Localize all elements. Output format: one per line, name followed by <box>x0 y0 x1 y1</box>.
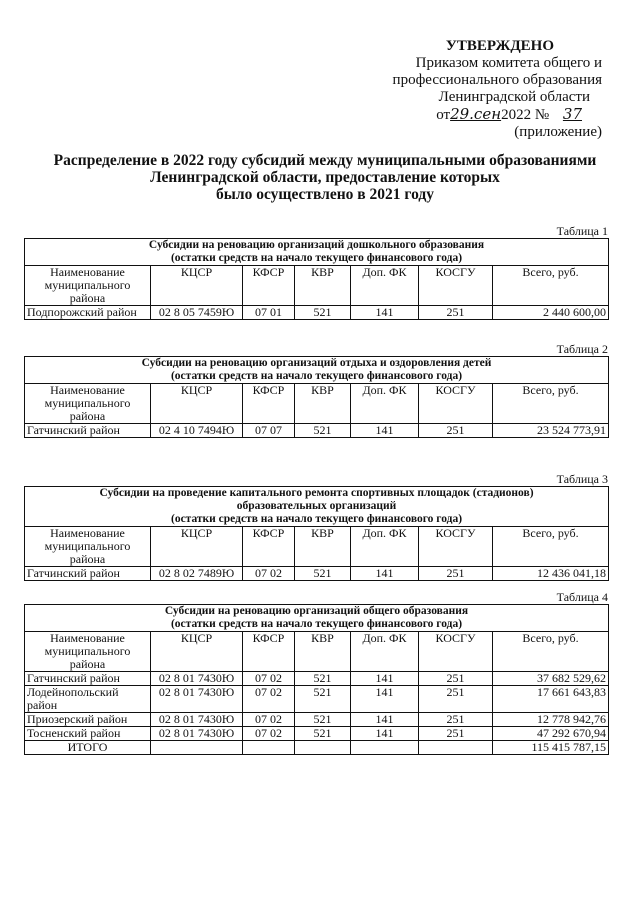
column-header: Доп. ФК <box>351 527 419 567</box>
column-header: Доп. ФК <box>351 384 419 424</box>
cell-kfsr: 07 02 <box>243 567 295 581</box>
table-caption: Субсидии на проведение капитального ремонта спортивных площадок (стадионов) <box>99 487 534 499</box>
cell-total: 2 440 600,00 <box>493 306 609 320</box>
cell-name: Гатчинский район <box>25 672 151 686</box>
column-header: Наименование муниципального района <box>25 527 151 567</box>
cell-dopfk: 141 <box>351 713 419 727</box>
column-header: КЦСР <box>151 384 243 424</box>
cell-kfsr: 07 07 <box>243 424 295 438</box>
column-header: Всего, руб. <box>493 266 609 306</box>
table-caption-row <box>25 605 609 632</box>
cell-kfsr: 07 02 <box>243 713 295 727</box>
subsidy-table <box>24 486 609 581</box>
cell-total: 23 524 773,91 <box>493 424 609 438</box>
column-header: Наименование муниципального района <box>25 632 151 672</box>
column-header: КФСР <box>243 266 295 306</box>
cell-kfsr: 07 01 <box>243 306 295 320</box>
column-header: Наименование муниципального района <box>25 384 151 424</box>
table-caption-row <box>25 239 609 266</box>
column-header: КЦСР <box>151 632 243 672</box>
cell-total: 47 292 670,94 <box>493 727 609 741</box>
column-header: Доп. ФК <box>351 632 419 672</box>
table-row <box>25 306 609 320</box>
cell-name: Гатчинский район <box>25 424 151 438</box>
column-header: Всего, руб. <box>493 632 609 672</box>
table-row <box>25 713 609 727</box>
cell-kvr: 521 <box>295 727 351 741</box>
cell-name: Подпорожский район <box>25 306 151 320</box>
cell-kosgu: 251 <box>419 686 493 713</box>
cell-kcsr: 02 8 01 7430Ю <box>151 672 243 686</box>
cell-name: Тосненский район <box>25 727 151 741</box>
cell-kosgu: 251 <box>419 567 493 581</box>
empty-cell <box>243 741 295 755</box>
cell-name: Гатчинский район <box>25 567 151 581</box>
column-header: КВР <box>295 266 351 306</box>
column-header: КФСР <box>243 632 295 672</box>
column-header: КЦСР <box>151 266 243 306</box>
column-header: КОСГУ <box>419 384 493 424</box>
empty-cell <box>295 741 351 755</box>
table-label: Таблица 4 <box>556 590 608 604</box>
table-label: Таблица 3 <box>556 472 608 486</box>
table-caption: образовательных организаций <box>236 500 397 512</box>
cell-kvr: 521 <box>295 672 351 686</box>
cell-kcsr: 02 8 02 7489Ю <box>151 567 243 581</box>
column-header: КОСГУ <box>419 632 493 672</box>
empty-cell <box>151 741 243 755</box>
date-year: 2022 № <box>501 107 550 123</box>
column-header: КВР <box>295 384 351 424</box>
title-line: было осуществлено в 2021 году <box>216 186 434 203</box>
table-row <box>25 727 609 741</box>
table-caption: Субсидии на реновацию организаций дошкольного образования <box>148 239 485 251</box>
table-header-row <box>25 266 609 306</box>
cell-kfsr: 07 02 <box>243 686 295 713</box>
column-header: КОСГУ <box>419 266 493 306</box>
handwritten-date: 29.сен <box>450 105 502 123</box>
column-header: Всего, руб. <box>493 527 609 567</box>
subsidy-table <box>24 604 609 755</box>
table-caption: (остатки средств на начало текущего финансового года) <box>170 513 463 525</box>
column-header: КФСР <box>243 527 295 567</box>
table-header-row <box>25 384 609 424</box>
approval-heading: УТВЕРЖДЕНО <box>445 38 554 54</box>
total-value: 115 415 787,15 <box>493 741 609 755</box>
table-caption: Субсидии на реновацию организаций отдыха и оздоровления детей <box>141 357 492 369</box>
table-caption-row <box>25 487 609 527</box>
cell-total: 12 436 041,18 <box>493 567 609 581</box>
empty-cell <box>351 741 419 755</box>
date-prefix: от <box>436 107 451 123</box>
cell-dopfk: 141 <box>351 727 419 741</box>
approval-line: Ленинградской области <box>438 89 590 105</box>
cell-kosgu: 251 <box>419 424 493 438</box>
cell-kcsr: 02 8 05 7459Ю <box>151 306 243 320</box>
cell-kvr: 521 <box>295 567 351 581</box>
cell-kosgu: 251 <box>419 713 493 727</box>
table-caption: (остатки средств на начало текущего финансового года) <box>170 618 463 630</box>
cell-dopfk: 141 <box>351 672 419 686</box>
column-header: КВР <box>295 632 351 672</box>
cell-kosgu: 251 <box>419 306 493 320</box>
approval-block <box>393 38 602 141</box>
subsidy-table <box>24 356 609 438</box>
cell-kosgu: 251 <box>419 672 493 686</box>
table-caption-row <box>25 357 609 384</box>
title-line: Распределение в 2022 году субсидий между муниципальными образованиями <box>53 152 597 169</box>
handwritten-number: 37 <box>562 105 582 123</box>
cell-kcsr: 02 4 10 7494Ю <box>151 424 243 438</box>
approval-line: (приложение) <box>514 124 602 140</box>
column-header: КОСГУ <box>419 527 493 567</box>
approval-line: профессионального образования <box>392 72 602 88</box>
cell-kosgu: 251 <box>419 727 493 741</box>
cell-total: 12 778 942,76 <box>493 713 609 727</box>
table-3-block <box>24 472 608 581</box>
approval-date-line <box>393 106 602 124</box>
cell-name: Лодейнопольский район <box>25 686 151 713</box>
subsidy-table <box>24 238 609 320</box>
table-row <box>25 424 609 438</box>
cell-dopfk: 141 <box>351 424 419 438</box>
table-label: Таблица 1 <box>556 224 608 238</box>
column-header: Доп. ФК <box>351 266 419 306</box>
table-row <box>25 686 609 713</box>
cell-kcsr: 02 8 01 7430Ю <box>151 727 243 741</box>
table-4-block <box>24 590 608 755</box>
table-header-row <box>25 527 609 567</box>
cell-kcsr: 02 8 01 7430Ю <box>151 686 243 713</box>
cell-kvr: 521 <box>295 686 351 713</box>
cell-dopfk: 141 <box>351 567 419 581</box>
cell-dopfk: 141 <box>351 686 419 713</box>
total-row <box>25 741 609 755</box>
table-caption: Субсидии на реновацию организаций общего образования <box>164 605 469 617</box>
cell-kcsr: 02 8 01 7430Ю <box>151 713 243 727</box>
table-row <box>25 567 609 581</box>
title-line: Ленинградской области, предоставление которых <box>150 169 500 186</box>
table-header-row <box>25 632 609 672</box>
total-label: ИТОГО <box>25 741 151 755</box>
table-2-block <box>24 342 608 438</box>
cell-total: 17 661 643,83 <box>493 686 609 713</box>
column-header: Всего, руб. <box>493 384 609 424</box>
cell-name: Приозерский район <box>25 713 151 727</box>
cell-kfsr: 07 02 <box>243 672 295 686</box>
table-label: Таблица 2 <box>556 342 608 356</box>
table-caption: (остатки средств на начало текущего финансового года) <box>170 252 463 264</box>
cell-kvr: 521 <box>295 424 351 438</box>
cell-dopfk: 141 <box>351 306 419 320</box>
cell-kfsr: 07 02 <box>243 727 295 741</box>
column-header: КФСР <box>243 384 295 424</box>
table-row <box>25 672 609 686</box>
cell-kvr: 521 <box>295 306 351 320</box>
table-caption: (остатки средств на начало текущего финансового года) <box>170 370 463 382</box>
approval-line: Приказом комитета общего и <box>415 55 602 71</box>
empty-cell <box>419 741 493 755</box>
column-header: Наименование муниципального района <box>25 266 151 306</box>
cell-kvr: 521 <box>295 713 351 727</box>
document-title <box>40 152 610 203</box>
table-1-block <box>24 224 608 320</box>
column-header: КВР <box>295 527 351 567</box>
cell-total: 37 682 529,62 <box>493 672 609 686</box>
column-header: КЦСР <box>151 527 243 567</box>
